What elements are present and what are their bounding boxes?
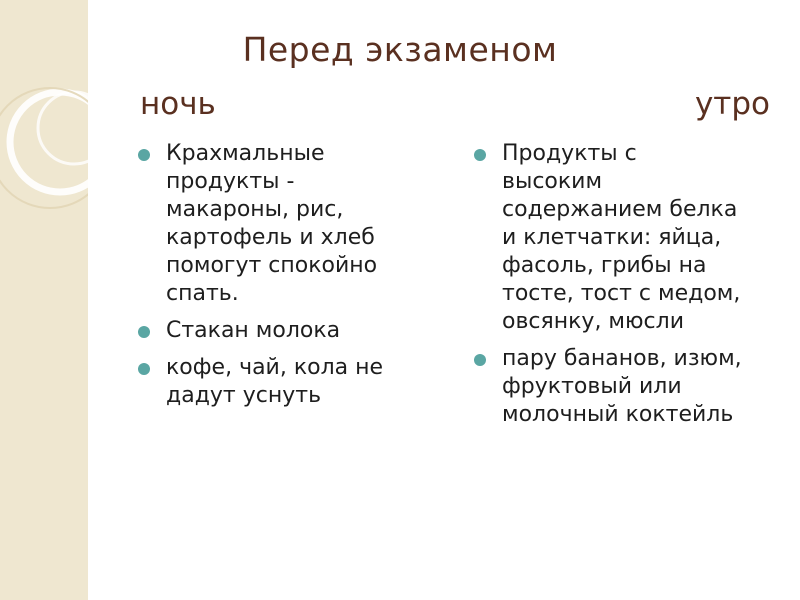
list-item [468, 345, 778, 429]
left-decorative-band [0, 0, 88, 600]
list-item-text: Стакан молока [166, 318, 341, 343]
rings-decoration [0, 0, 88, 600]
bullet-dot-icon [138, 363, 150, 375]
right-column-heading: утро [694, 86, 770, 122]
list-item-text: кофе, чай, кола не дадут уснуть [166, 355, 384, 408]
bullet-dot-icon [138, 326, 150, 338]
slide-title: Перед экзаменом [242, 30, 558, 69]
list-item [132, 354, 422, 410]
left-bullet-list [132, 140, 422, 419]
list-item-text: пару бананов, изюм, фруктовый или молочный коктейль [502, 346, 742, 427]
left-column-heading: ночь [140, 86, 216, 122]
bullet-dot-icon [474, 354, 486, 366]
list-item-text: Крахмальные продукты - макароны, рис, картофель и хлеб помогут спокойно спать. [166, 141, 378, 306]
list-item-text: Продукты с высоким содержанием белка и клетчатки: яйца, фасоль, грибы на тосте, тост с медом, овсянку, мюсли [502, 141, 741, 334]
list-item [468, 140, 778, 336]
bullet-dot-icon [138, 149, 150, 161]
list-item [132, 317, 422, 345]
right-bullet-list [468, 140, 778, 438]
list-item [132, 140, 422, 308]
bullet-dot-icon [474, 149, 486, 161]
